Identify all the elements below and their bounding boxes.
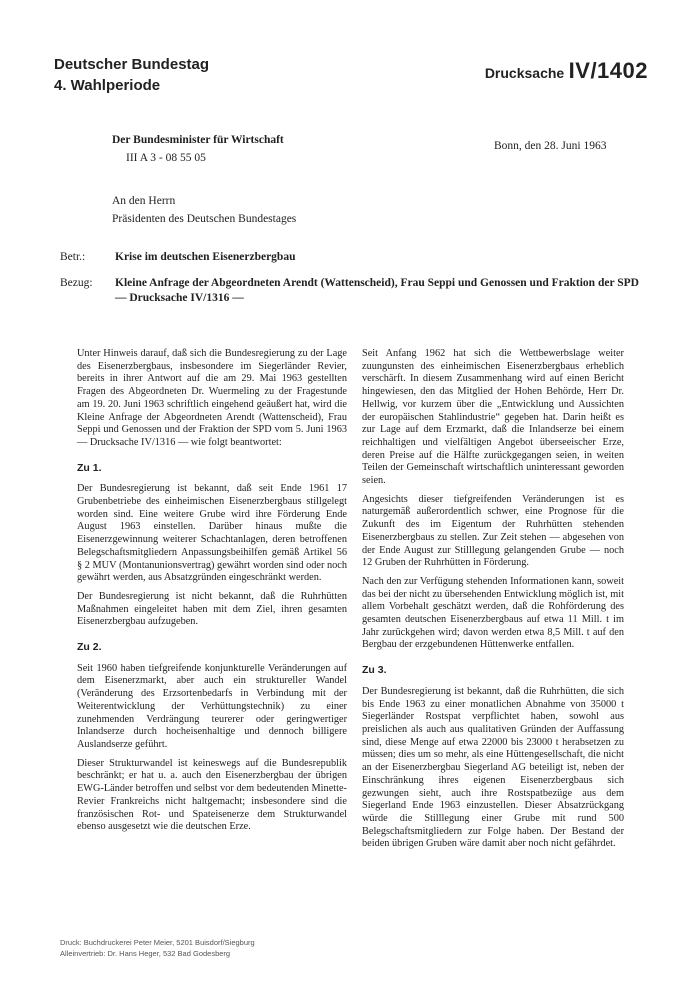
body-column-left [77, 348, 347, 840]
reference-content [115, 276, 685, 305]
section-heading-2: Zu 2. [77, 641, 102, 654]
subject-text: Krise im deutschen Eisenerzbergbau [115, 251, 296, 263]
paragraph: Dieser Strukturwandel ist keineswegs auf die Bundesrepublik beschränkt; er hat u. a. auch den Eisenerzbergbau der übrigen EWG-Länder betroffen und selbst vor dem bedeutenden Minette-Revier Frankreichs nicht haltgemacht; insbesondere sind die französischen Rot- und Spateisenerze dem Strukturwandel ebenso ausgesetzt wie die deutschen Erze. [77, 757, 347, 833]
section-heading-3: Zu 3. [362, 664, 387, 677]
paragraph: Der Bundesregierung ist bekannt, daß die Ruhrhütten, die sich bis Ende 1963 zu einer monatlichen Abnahme von 35000 t Siegerländer Rostspat verpflichtet haben, sowohl aus preislichen als auch aus qualitativen Gründen der Auffassung sind, diese Menge auf etwa 22000 bis 23000 t herabsetzen zu müssen; dies um so mehr, als eine Hüttengesellschaft, die nicht an der Eisenerzbergbau Siegerland AG beteiligt ist, neben der Einschränkung ihres eigenen Eisenerzbergbaus sich gezwungen sieht, auch ihre Rostspatbezüge aus dem Siegerland Ende 1963 einzustellen. Dieser Absatzrückgang würde die Stilllegung einer Grube mit rund 500 Belegschaftsmitgliedern zur Folge haben. Der Bestand der beiden übrigen Gruben wäre damit aber noch nicht gefährdet. [362, 685, 624, 850]
reference-drucksache: — Drucksache IV/1316 — [115, 291, 244, 304]
recipient-address [112, 192, 296, 228]
reference-line [60, 276, 690, 321]
paragraph: Der Bundesregierung ist bekannt, daß seit Ende 1961 17 Grubenbetriebe des einheimischen Eisenerzbergbaus stillgelegt worden sind. Eine weitere Grube wird ihre Förderung Ende August 1963 einstellen. Darüber hinaus mußte die Eisenerzgewinnung weiterer Schachtanlagen, deren betroffenen Belegschaftsmitgliedern Anpassungsbeihilfen gemäß Artikel 56 § 2 MUV (Montanunionsvertrag) gewährt worden sind oder noch gewährt werden, aus Absatzgründen eingeschränkt werden. [77, 483, 347, 584]
address-line-1: An den Herrn [112, 195, 176, 207]
legislative-period: 4. Wahlperiode [54, 77, 161, 94]
paragraph: Seit Anfang 1962 hat sich die Wettbewerbslage weiter zuungunsten des einheimischen Eisenerzbergbaus erheblich verschärft. In diesem Zusammenhang wird auf einen Bericht hingewiesen, den das Mitglied der Hohen Behörde, Herr Dr. Hellwig, vor kurzem über die „Entwicklung und Aussichten der europäischen Stahlindustrie“ gegeben hat. Darin heißt es zur Lage auf dem Erzmarkt, daß die Inlandserze bei einem reichhaltigen und vielfältigen Angebot überseeischer Erze, deren Preise auf die Hälfte zurückgegangen seien, in weiten Teilen der Gemeinschaft wirtschaftlich uninteressant geworden seien. [362, 348, 624, 487]
address-line-2: Präsidenten des Deutschen Bundestages [112, 213, 297, 225]
document-date: Bonn, den 28. Juni 1963 [494, 140, 607, 152]
footer-printer: Druck: Buchdruckerei Peter Meier, 5201 Buisdorf/Siegburg [60, 938, 255, 947]
sender-block [112, 131, 284, 167]
footer-distributor: Alleinvertrieb: Dr. Hans Heger, 532 Bad Godesberg [60, 949, 231, 958]
institution-name: Deutscher Bundestag [54, 56, 210, 73]
document-number-value: IV/1402 [568, 58, 648, 83]
paragraph: Seit 1960 haben tiefgreifende konjunkturelle Veränderungen auf dem Eisenerzmarkt, aber auch ein struktureller Wandel (Veränderung des Erzsortenbedarfs in Verbindung mit der Weiterentwicklung der Verhüttungstechnik) zu einer zunehmenden Verdrängung teurerer oder geringwertiger Inlandserze durch hocheisenhaltige und dennoch billigere Auslandserze geführt. [77, 662, 347, 750]
reference-label: Bezug: [60, 277, 93, 289]
paragraph: Angesichts dieser tiefgreifenden Veränderungen ist es naturgemäß außerordentlich schwer, eine Prognose für die Zukunft des im Eigentum der Ruhrhütten stehenden Eisenerzbergbaus zu stellen. Zur Zeit stehen — abgesehen von der Ende August zur Stilllegung gelangenden Grube — noch 12 Gruben der Ruhrhütten in Förderung. [362, 493, 624, 569]
ministry-name: Der Bundesminister für Wirtschaft [112, 134, 284, 146]
intro-paragraph: Unter Hinweis darauf, daß sich die Bundesregierung zu der Lage des Eisenerzbergbaus, insbesondere im Siegerländer Revier, bereits in ihrer Antwort auf die am 29. Mai 1963 gestellten Fragen des Abgeordneten Dr. Wuermeling zu der Fragestunde am 19. 20. Juni 1963 schriftlich eingehend geäußert hat, wird die Kleine Anfrage der Abgeordneten Arendt (Wattenscheid), Frau Seppi und Genossen und der Fraktion der SPD vom 5. Juni 1963 — Drucksache IV/1316 — wie folgt beantwortet: [77, 348, 347, 448]
body-column-right [362, 348, 624, 857]
document-number [485, 58, 648, 84]
ministry-reference: III A 3 - 08 55 05 [126, 152, 206, 164]
document-header [54, 54, 209, 96]
reference-text: Kleine Anfrage der Abgeordneten Arendt (Wattenscheid), Frau Seppi und Genossen und Fraktion der SPD [115, 277, 639, 289]
section-heading-1: Zu 1. [77, 461, 102, 474]
paragraph: Nach den zur Verfügung stehenden Informationen kann, soweit das bei der nicht zu übersehenden Entwicklung möglich ist, mit allem Vorbehalt geschätzt werden, daß die Rohförderung des gesamten deutschen Eisenerzbergbaus auf etwa 11 Mill. t im Jahr zurückgehen wird; davon werden etwa 8,5 Mill. t auf den Bergbau der erzgebundenen Hüttenwerke entfallen. [362, 575, 624, 651]
subject-line [60, 251, 295, 263]
document-number-label: Drucksache [484, 65, 565, 81]
subject-label: Betr.: [60, 251, 86, 263]
print-footer [60, 937, 255, 959]
paragraph: Der Bundesregierung ist nicht bekannt, daß die Ruhrhütten Maßnahmen eingeleitet haben mit dem Ziel, ihren gesamten Eisenerzbergbau aufzugeben. [77, 590, 347, 628]
